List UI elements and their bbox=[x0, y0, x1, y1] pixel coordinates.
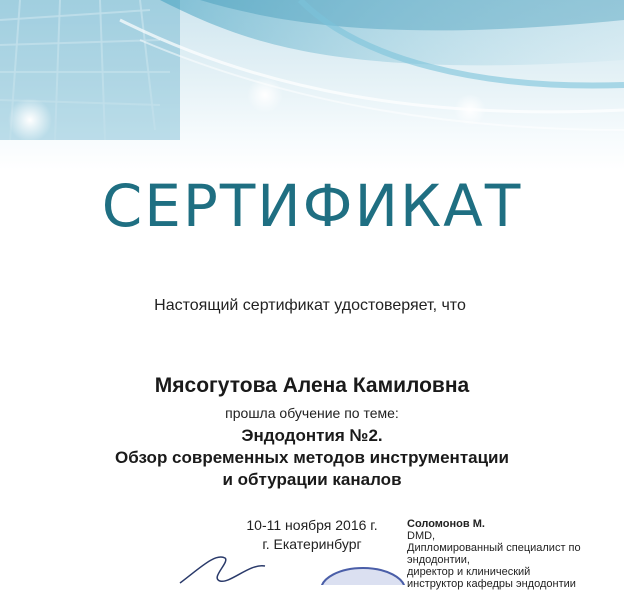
decorative-banner bbox=[0, 0, 624, 170]
handwritten-signature bbox=[170, 548, 290, 585]
signer-line: директор и клинический bbox=[407, 566, 531, 578]
signer-line: эндодонтии, bbox=[407, 554, 470, 566]
course-line: Эндодонтия №2. bbox=[241, 426, 383, 445]
course-title bbox=[0, 425, 624, 491]
course-line: и обтурации каналов bbox=[222, 470, 402, 489]
course-line: Обзор современных методов инструментации bbox=[115, 448, 509, 467]
event-city: г. Екатеринбург bbox=[262, 536, 362, 552]
completed-text: прошла обучение по теме: bbox=[225, 405, 399, 421]
event-date: 10-11 ноября 2016 г. bbox=[246, 517, 378, 533]
signer-line: DMD, bbox=[407, 530, 436, 542]
signer-name: Соломонов М. bbox=[407, 518, 485, 530]
recipient-name: Мясогутова Алена Камиловна bbox=[154, 374, 470, 397]
banner-graphic bbox=[0, 0, 624, 170]
signer-block bbox=[407, 518, 622, 590]
stamp-seal bbox=[318, 560, 408, 585]
signer-line: Дипломированный специалист по bbox=[407, 542, 581, 554]
certificate-title: СЕРТИФИКАТ bbox=[101, 172, 523, 240]
signer-line: инструктор кафедры эндодонтии bbox=[407, 578, 576, 590]
intro-text: Настоящий сертификат удостоверяет, что bbox=[154, 297, 466, 314]
